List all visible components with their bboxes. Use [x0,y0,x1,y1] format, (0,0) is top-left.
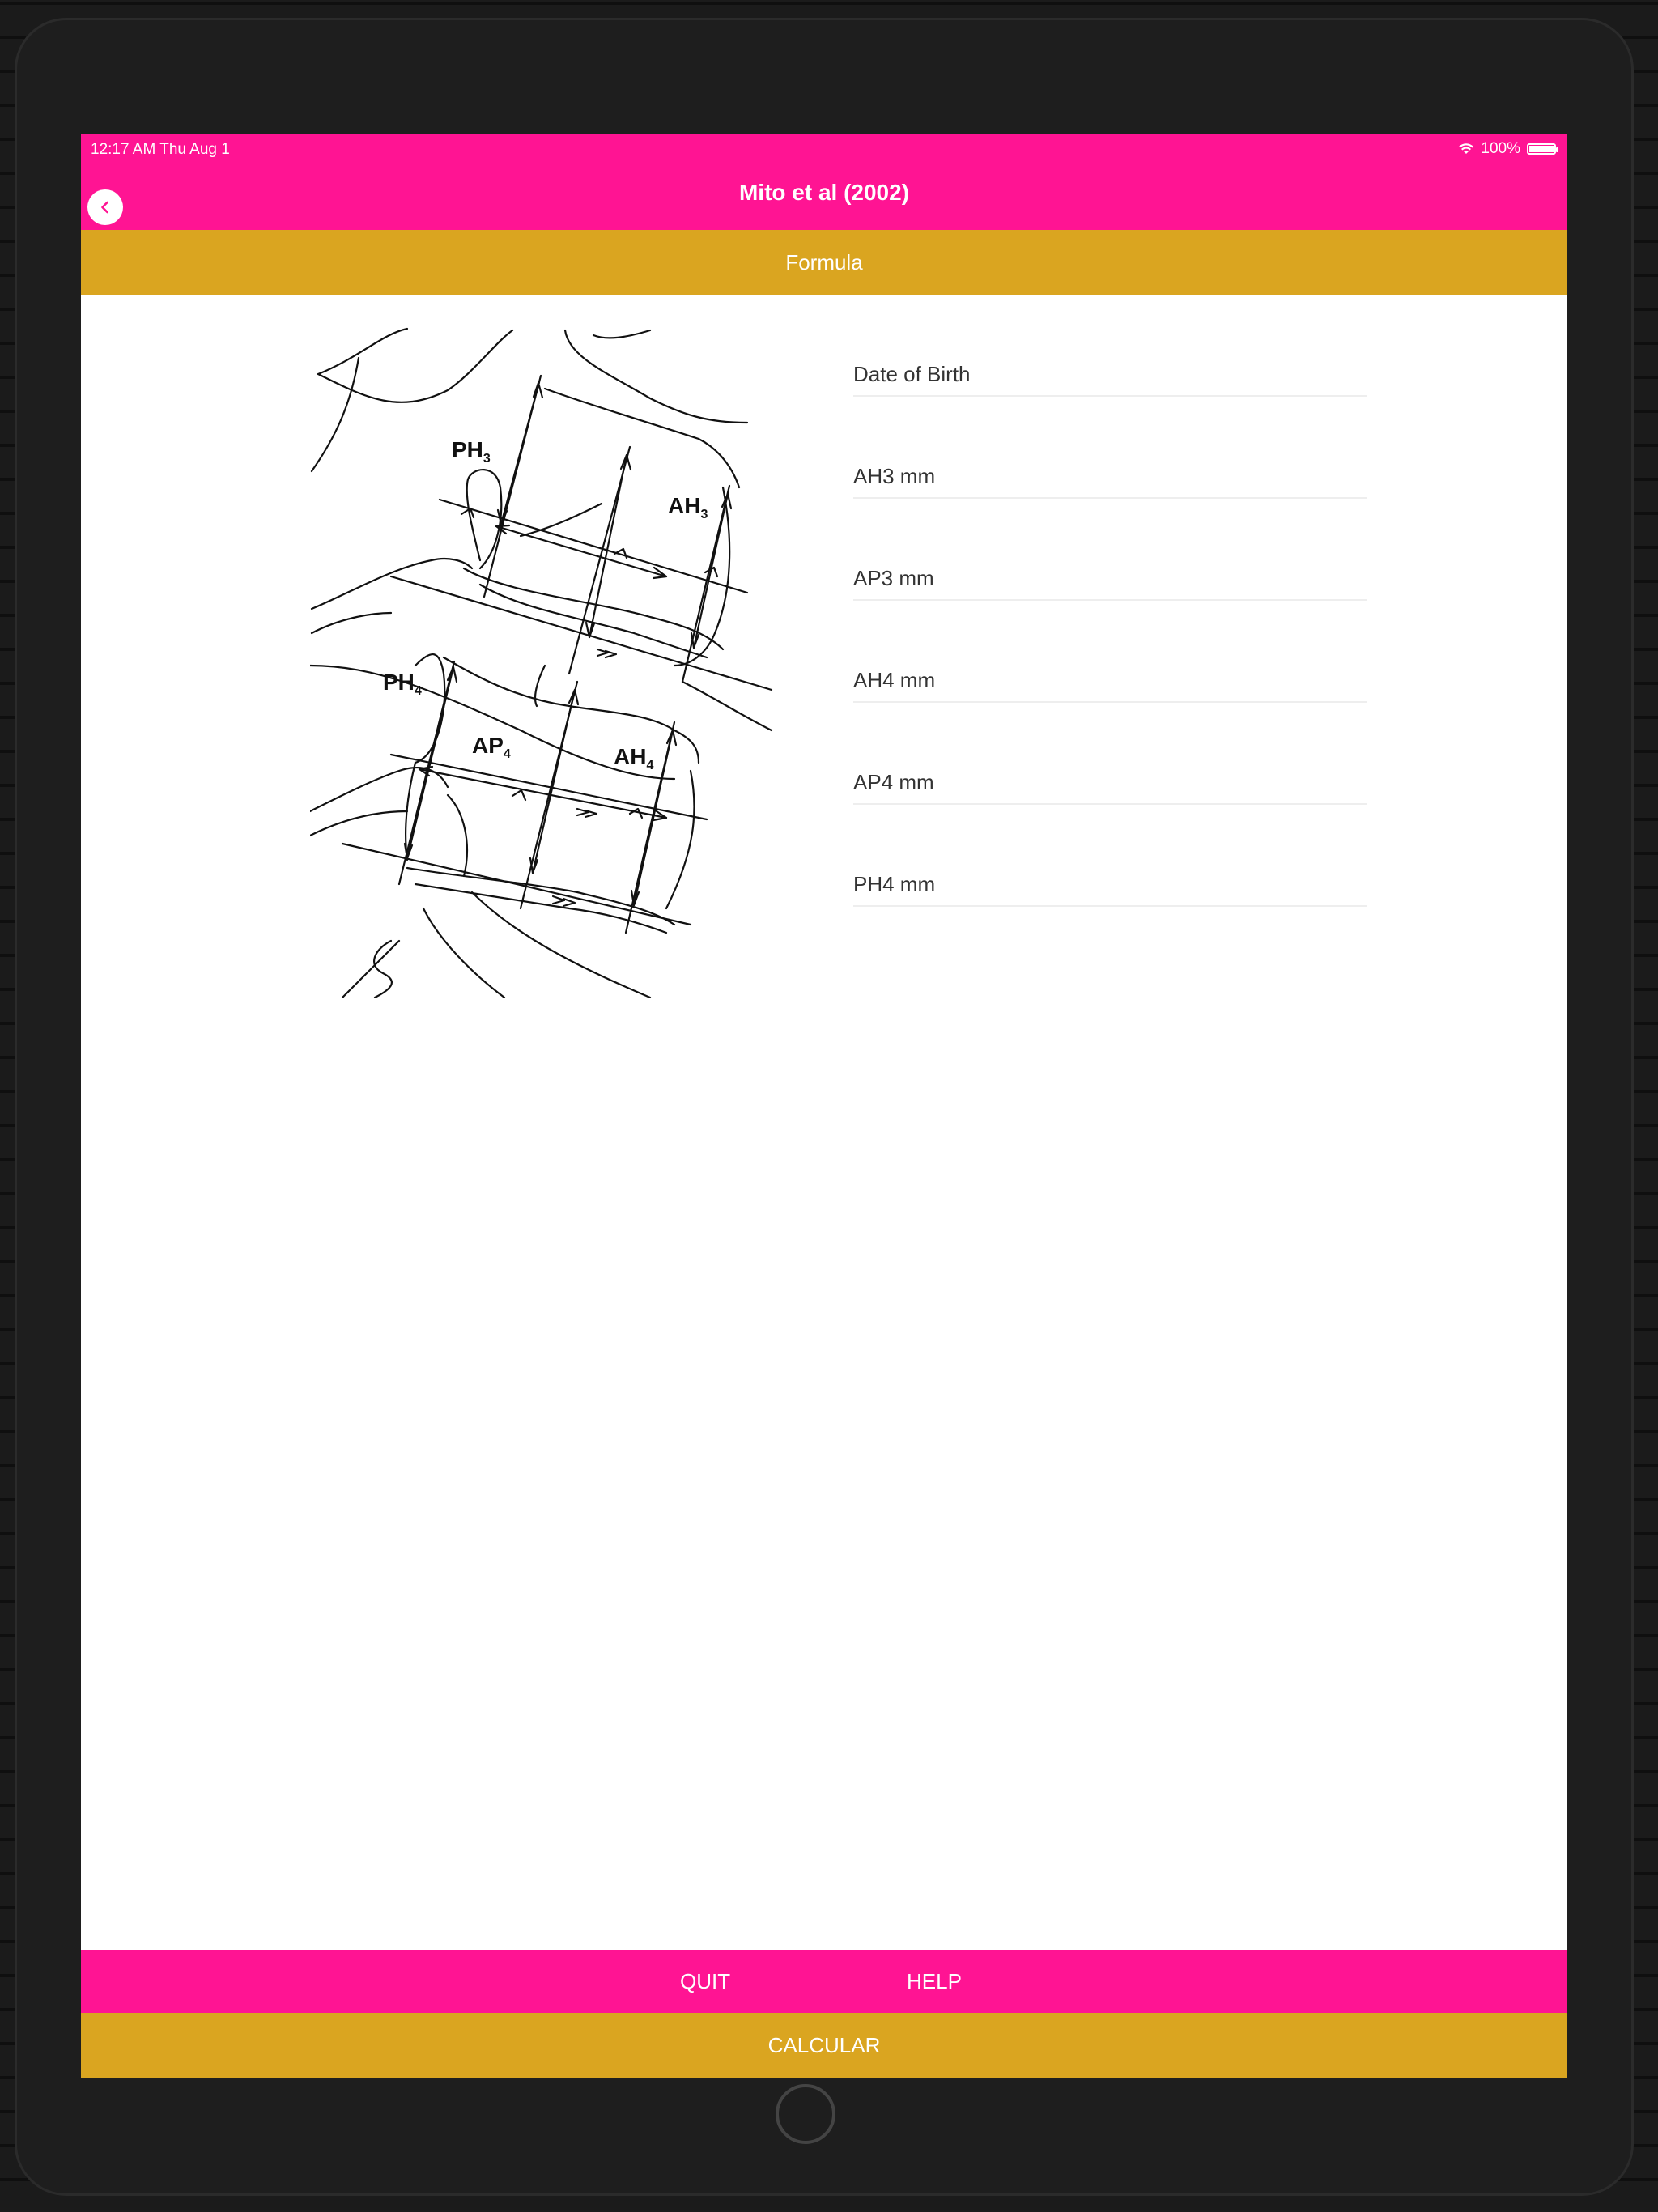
battery-percent: 100% [1481,140,1520,157]
measurement-form [853,353,1367,907]
ah3-input[interactable] [853,464,1367,489]
status-right [1458,140,1556,158]
wifi-icon [1458,143,1474,155]
help-button[interactable]: HELP [907,1969,962,1993]
app-screen [81,134,1567,2078]
label-ph4: $PH_4$ [383,670,422,698]
ah4-input[interactable] [853,668,1367,693]
status-bar [81,134,1567,164]
chevron-left-icon [97,199,113,215]
label-ap4: $AP_4$ [472,733,511,761]
status-time: 12:17 AM Thu Aug 1 [91,141,230,158]
battery-icon [1527,143,1556,155]
bottom-toolbar [81,1950,1567,2013]
label-ah3: $AH_3$ [668,493,708,521]
label-ah4: $AH_4$ [614,744,654,772]
ap3-input[interactable] [853,566,1367,591]
ph4-field [853,857,1367,907]
label-ph3: $PH_3$ [452,437,491,466]
ap4-input[interactable] [853,770,1367,795]
navigation-bar [81,164,1567,230]
home-button[interactable] [776,2084,835,2144]
ah3-field [853,449,1367,499]
ph4-input[interactable] [853,872,1367,897]
date-of-birth-field [853,353,1367,397]
ap3-field [853,551,1367,601]
ap4-field [853,755,1367,805]
ah4-field [853,653,1367,703]
back-button[interactable] [87,189,123,225]
calculate-button[interactable]: CALCULAR [81,2013,1567,2078]
vertebrae-diagram [310,325,780,998]
date-of-birth-input[interactable] [853,362,1367,387]
page-title: Mito et al (2002) [738,180,910,205]
formula-button[interactable]: Formula [81,230,1567,295]
quit-button[interactable]: QUIT [680,1969,731,1993]
